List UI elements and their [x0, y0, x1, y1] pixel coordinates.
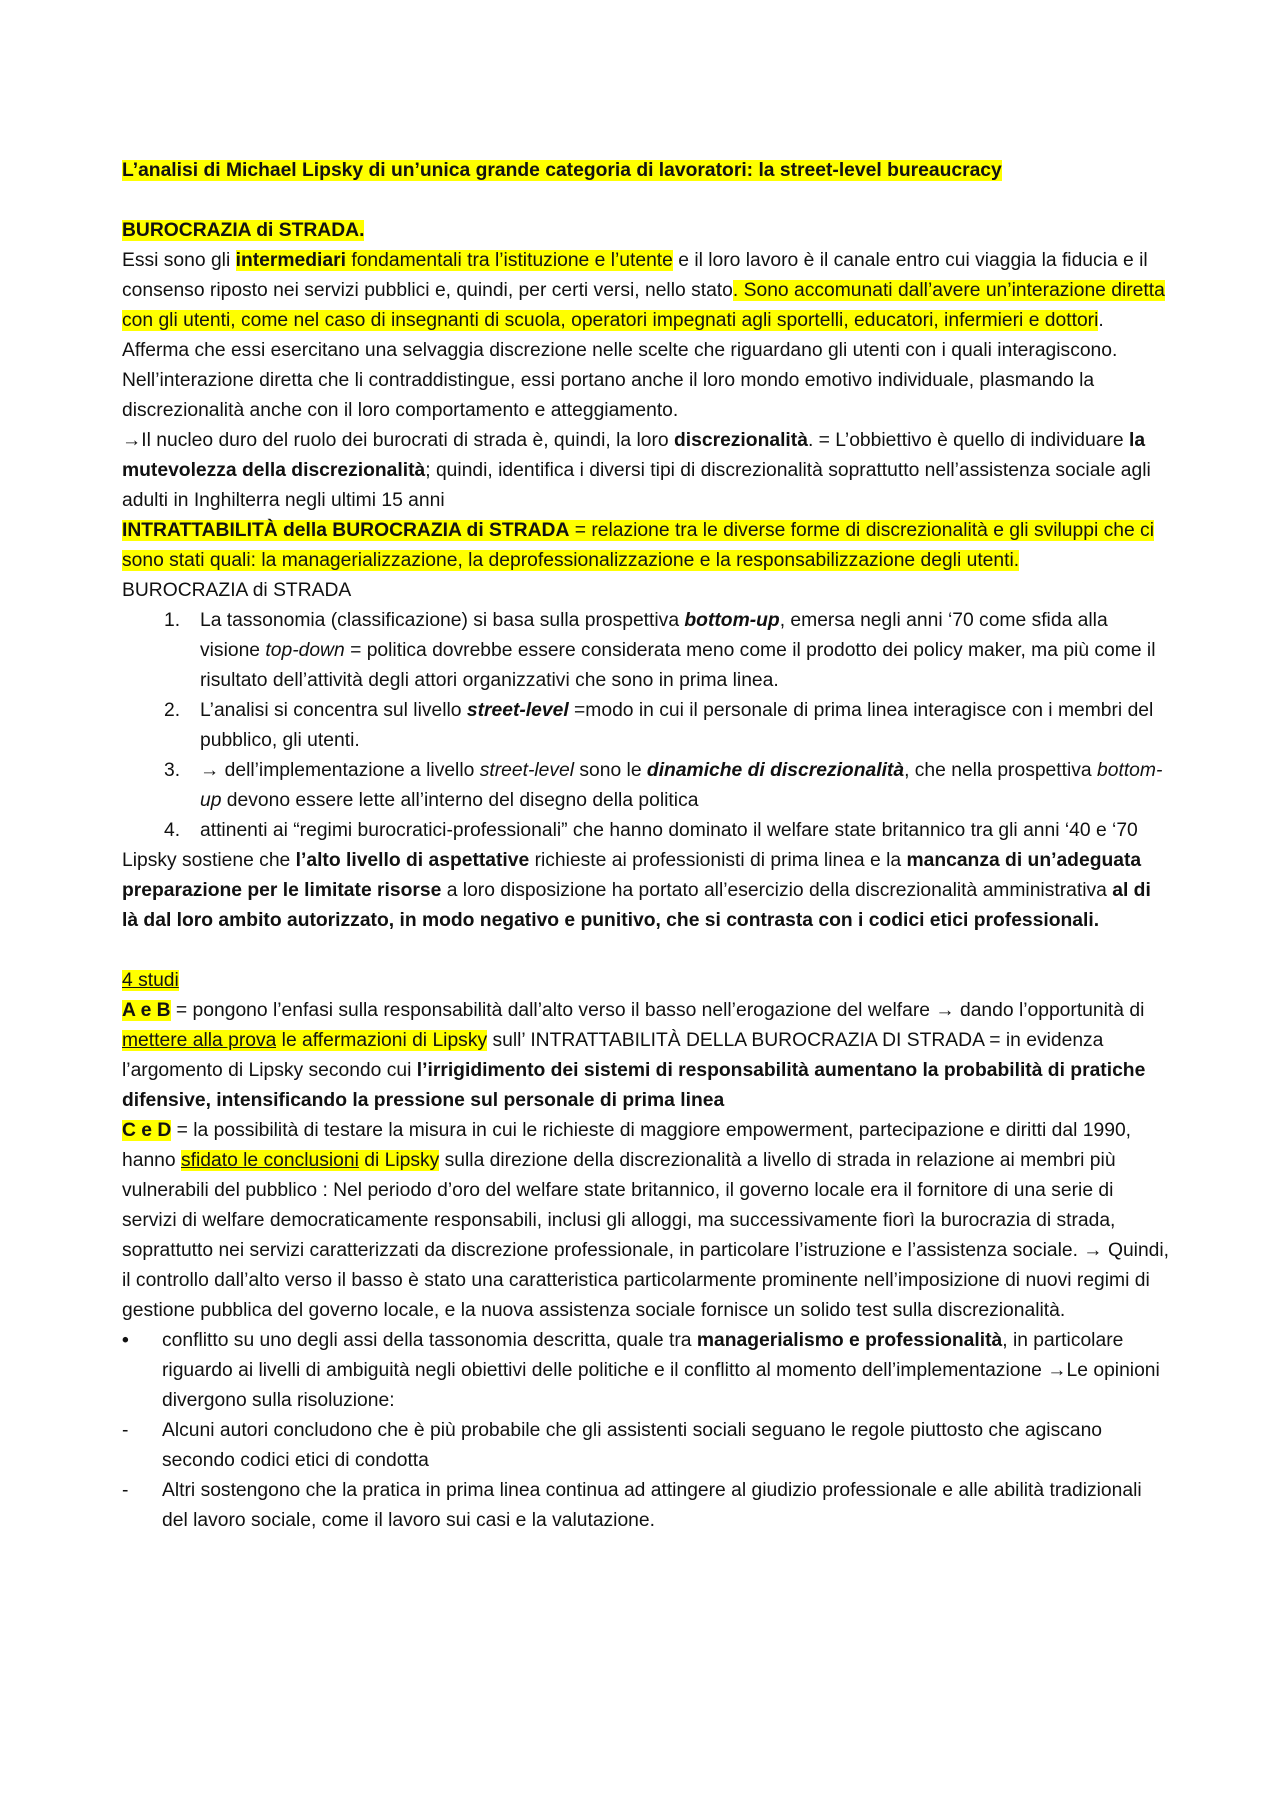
paragraph-studi-cd: C e D = la possibilità di testare la misura in cui le richieste di maggiore empowerment, partecipazione e diritti dal 1990, hanno sfidato le conclusioni di Lipsky sulla direzione della discrezionalità a livello di strada in relazione ai membri più vulnerabili del pubblico : Nel periodo d’oro del welfare state britannico, il governo locale era il fornitore di una serie di servizi di welfare democraticamente responsabili, inclusi gli alloggi, ma successivamente fiorì la burocrazia di strada, soprattutto nei servizi caratterizzati da discrezione professionale, in particolare l’istruzione e l’assistenza sociale. → Quindi, il controllo dall’alto verso il basso è stato una caratteristica particolarmente prominente nell’imposizione di nuovi regimi di gestione pubblica del governo locale, e la nuova assistenza sociale fornisce un solido test sulla discrezionalità.: [122, 1120, 1170, 1321]
list-item: 4. attinenti ai “regimi burocratici-professionali” che hanno dominato il welfare state britannico tra gli anni ‘40 e ‘70: [164, 820, 1138, 841]
paragraph-intrattabilita: INTRATTABILITÀ della BUROCRAZIA di STRADA = relazione tra le diverse forme di discrezionalità e gli sviluppi che ci sono stati quali: la managerializzazione, la deprofessionalizzazione e la responsabilizzazione degli utenti.: [122, 520, 1154, 571]
dash-item: - Altri sostengono che la pratica in prima linea continua ad attingere al giudizio professionale e alle abilità tradizionali del lavoro sociale, come il lavoro sui casi e la valutazione.: [122, 1480, 1142, 1531]
subheading-burocrazia: BUROCRAZIA di STRADA: [122, 580, 352, 601]
studi-heading: 4 studi: [122, 970, 179, 991]
dash-item: - Alcuni autori concludono che è più probabile che gli assistenti sociali seguano le regole piuttosto che agiscano secondo codici etici di condotta: [122, 1420, 1103, 1471]
numbered-list: [122, 606, 1172, 846]
title-part-2: Lipsky di un’unica grande categoria di lavoratori: la street-level bureaucracy: [296, 160, 1002, 181]
title-part-1: L’analisi di Michael: [122, 160, 297, 181]
document-title: [122, 156, 1172, 186]
list-item: 3. → dell’implementazione a livello street-level sono le dinamiche di discrezionalità, che nella prospettiva bottom-up devono essere lette all’interno del disegno della politica: [164, 760, 1163, 811]
paragraph-lipsky: Lipsky sostiene che l’alto livello di aspettative richieste ai professionisti di prima linea e la mancanza di un’adeguata preparazione per le limitate risorse a loro disposizione ha portato all’esercizio della discrezionalità amministrativa al di là dal loro ambito autorizzato, in modo negativo e punitivo, che si contrasta con i codici etici professionali.: [122, 850, 1151, 931]
paragraph-intro: Essi sono gli intermediari fondamentali tra l’istituzione e l’utente e il loro lavoro è il canale entro cui viaggia la fiducia e il consenso riposto nei servizi pubblici e, quindi, per certi versi, nello stato. Sono accomunati dall’avere un’interazione diretta con gli utenti, come nel caso di insegnanti di scuola, operatori impegnati agli sportelli, educatori, infermieri e dottori. Afferma che essi esercitano una selvaggia discrezione nelle scelte che riguardano gli utenti con i quali interagiscono. Nell’interazione diretta che li contraddistingue, essi portano anche il loro mondo emotivo individuale, plasmando la discrezionalità anche con il loro comportamento e atteggiamento.: [122, 250, 1165, 421]
paragraph-discrezionalita: →Il nucleo duro del ruolo dei burocrati di strada è, quindi, la loro discrezionalità. = L’obbiettivo è quello di individuare la mutevolezza della discrezionalità; quindi, identifica i diversi tipi di discrezionalità soprattutto nell’assistenza sociale agli adulti in Inghilterra negli ultimi 15 anni: [122, 430, 1151, 511]
list-item: 1. La tassonomia (classificazione) si basa sulla prospettiva bottom-up, emersa negli anni ‘70 come sfida alla visione top-down = politica dovrebbe essere considerata meno come il prodotto dei policy maker, ma più come il risultato dell’attività degli attori organizzativi che sono in prima linea.: [164, 610, 1156, 691]
bullet-list: [122, 1326, 1172, 1536]
document-page: [122, 150, 1172, 1536]
list-item: 2. L’analisi si concentra sul livello street-level =modo in cui il personale di prima linea interagisce con i membri del pubblico, gli utenti.: [164, 700, 1154, 751]
section-heading: BUROCRAZIA di STRADA.: [122, 220, 365, 241]
paragraph-studi-ab: A e B = pongono l’enfasi sulla responsabilità dall’alto verso il basso nell’erogazione del welfare → dando l’opportunità di mettere alla prova le affermazioni di Lipsky sull’ INTRATTABILITÀ DELLA BUROCRAZIA DI STRADA = in evidenza l’argomento di Lipsky secondo cui l’irrigidimento dei sistemi di responsabilità aumentano la probabilità di pratiche difensive, intensificando la pressione sul personale di prima linea: [122, 1000, 1146, 1111]
bullet-item: • conflitto su uno degli assi della tassonomia descritta, quale tra managerialismo e professionalità, in particolare riguardo ai livelli di ambiguità negli obiettivi delle politiche e il conflitto al momento dell’implementazione →Le opinioni divergono sulla risoluzione:: [122, 1330, 1160, 1411]
